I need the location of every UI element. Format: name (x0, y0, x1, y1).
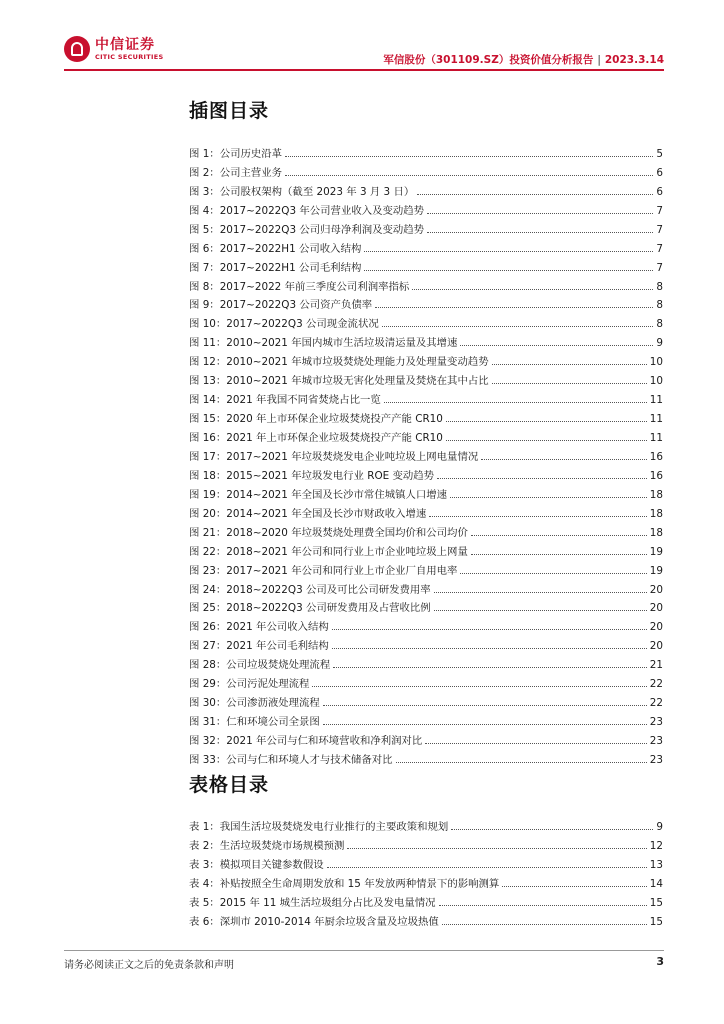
toc-entry-label[interactable]: 图 27：2021 年公司毛利结构 (189, 640, 329, 653)
figure-toc-row[interactable] (189, 236, 663, 255)
figure-toc-row[interactable] (189, 539, 663, 558)
toc-entry-label[interactable]: 图 24：2018~2022Q3 公司及可比公司研发费用率 (189, 583, 431, 596)
toc-entry-page[interactable]: 18 (649, 526, 663, 539)
toc-entry-page[interactable]: 11 (649, 432, 663, 444)
page-number: 3 (656, 955, 664, 968)
toc-entry-label[interactable]: 表 2：生活垃圾焚烧市场规模预测 (189, 839, 345, 852)
figure-toc-row[interactable] (189, 709, 663, 728)
toc-leader-dots (481, 459, 647, 460)
toc-entry-page[interactable]: 13 (649, 858, 663, 871)
footer-divider (64, 950, 664, 951)
toc-entry-label[interactable]: 图 14：2021 年我国不同省焚烧占比一览 (189, 394, 381, 407)
figure-toc-row[interactable] (189, 179, 663, 198)
toc-leader-dots (396, 762, 647, 763)
figure-toc-row[interactable] (189, 330, 663, 349)
toc-leader-dots (437, 478, 647, 479)
toc-entry-label[interactable]: 表 6：深圳市 2010-2014 年厨余垃圾含量及垃圾热值 (189, 915, 439, 928)
toc-leader-dots (442, 924, 647, 925)
figure-toc-row[interactable] (189, 368, 663, 387)
toc-entry-label[interactable]: 图 31：仁和环境公司全景图 (189, 716, 320, 729)
toc-leader-dots (492, 364, 647, 365)
toc-entry-label[interactable]: 图 28：公司垃圾焚烧处理流程 (189, 659, 331, 672)
toc-leader-dots (375, 307, 653, 308)
figure-toc-row[interactable] (189, 577, 663, 596)
toc-entry-label[interactable]: 图 11：2010~2021 年国内城市生活垃圾清运量及其增速 (189, 337, 458, 350)
toc-entry-page[interactable]: 10 (649, 375, 663, 388)
figure-toc-row[interactable] (189, 633, 663, 652)
toc-leader-dots (429, 516, 646, 517)
toc-entry-page[interactable]: 8 (656, 299, 663, 312)
toc-leader-dots (502, 886, 646, 887)
toc-entry-label[interactable]: 图 23：2017~2021 年公司和同行业上市企业厂自用电率 (189, 564, 458, 577)
toc-entry-page[interactable]: 7 (656, 223, 663, 236)
toc-leader-dots (327, 867, 647, 868)
toc-entry-label[interactable]: 图 33：公司与仁和环境人才与技术储备对比 (189, 753, 393, 766)
toc-entry-page[interactable]: 19 (649, 545, 663, 558)
toc-entry-page[interactable]: 16 (649, 450, 663, 463)
toc-entry-page[interactable]: 8 (656, 280, 663, 293)
figure-toc-row[interactable] (189, 747, 663, 766)
toc-leader-dots (285, 175, 653, 176)
table-toc-row[interactable] (189, 852, 663, 871)
toc-entry-label[interactable]: 图 5：2017~2022Q3 公司归母净利润及变动趋势 (189, 223, 425, 236)
toc-entry-label[interactable]: 图 18：2015~2021 年垃圾发电行业 ROE 变动趋势 (189, 469, 435, 482)
toc-leader-dots (384, 402, 647, 403)
toc-entry-page[interactable]: 5 (656, 147, 663, 160)
toc-entry-page[interactable]: 20 (649, 602, 663, 615)
figure-toc-row[interactable] (189, 482, 663, 501)
toc-entry-page[interactable]: 23 (649, 716, 663, 729)
logo-english-name: CITIC SECURITIES (95, 52, 164, 61)
toc-entry-label[interactable]: 图 13：2010~2021 年城市垃圾无害化处理量及焚烧在其中占比 (189, 375, 489, 388)
toc-leader-dots (347, 848, 646, 849)
figure-toc-row[interactable] (189, 614, 663, 633)
tables-toc-list (189, 814, 663, 928)
toc-entry-page[interactable]: 11 (649, 394, 663, 407)
toc-entry-page[interactable]: 20 (649, 583, 663, 596)
figure-toc-row[interactable] (189, 160, 663, 179)
toc-entry-label[interactable]: 图 15：2020 年上市环保企业垃圾焚烧投产产能 CR10 (189, 413, 443, 426)
toc-entry-page[interactable]: 21 (649, 659, 663, 672)
toc-entry-page[interactable]: 20 (649, 640, 663, 653)
toc-entry-label[interactable]: 表 3：模拟项目关键参数假设 (189, 858, 324, 871)
toc-entry-page[interactable]: 18 (649, 507, 663, 520)
toc-entry-page[interactable]: 9 (656, 820, 663, 833)
toc-leader-dots (471, 535, 647, 536)
toc-entry-page[interactable]: 10 (649, 356, 663, 369)
toc-leader-dots (450, 497, 647, 498)
toc-entry-page[interactable]: 11 (649, 413, 663, 426)
table-toc-row[interactable] (189, 814, 663, 833)
figure-toc-row[interactable] (189, 558, 663, 577)
figure-toc-row[interactable] (189, 444, 663, 463)
toc-leader-dots (312, 686, 646, 687)
toc-leader-dots (471, 554, 647, 555)
toc-leader-dots (333, 667, 647, 668)
toc-leader-dots (412, 289, 653, 290)
figure-toc-row[interactable] (189, 501, 663, 520)
toc-entry-label[interactable]: 图 6：2017~2022H1 公司收入结构 (189, 242, 362, 255)
figure-toc-row[interactable] (189, 349, 663, 368)
toc-leader-dots (434, 610, 647, 611)
header-divider (64, 69, 664, 71)
toc-entry-page[interactable]: 12 (649, 839, 663, 852)
table-toc-row[interactable] (189, 833, 663, 852)
figures-toc-list (189, 141, 663, 766)
toc-entry-label[interactable]: 图 9：2017~2022Q3 公司资产负债率 (189, 299, 373, 312)
toc-leader-dots (285, 156, 653, 157)
toc-entry-page[interactable]: 22 (649, 678, 663, 691)
toc-entry-label[interactable]: 图 4：2017~2022Q3 年公司营业收入及变动趋势 (189, 204, 425, 217)
figure-toc-row[interactable] (189, 728, 663, 747)
tables-toc-title: 表格目录 (189, 774, 270, 796)
figure-toc-row[interactable] (189, 671, 663, 690)
report-title (383, 52, 664, 67)
toc-entry-label[interactable]: 图 22：2018~2021 年公司和同行业上市企业吨垃圾上网量 (189, 545, 468, 558)
figure-toc-row[interactable] (189, 596, 663, 615)
toc-leader-dots (364, 251, 653, 252)
footer-disclaimer[interactable]: 请务必阅读正文之后的免责条款和声明 (64, 960, 234, 971)
toc-leader-dots (460, 573, 646, 574)
toc-leader-dots (451, 829, 653, 830)
report-name: 军信股份（301109.SZ）投资价值分析报告 (383, 54, 594, 66)
figure-toc-row[interactable] (189, 520, 663, 539)
toc-entry-label[interactable]: 图 12：2010~2021 年城市垃圾焚烧处理能力及处理量变动趋势 (189, 356, 489, 369)
toc-entry-page[interactable]: 16 (649, 469, 663, 482)
toc-entry-page[interactable]: 22 (649, 697, 663, 710)
figure-toc-row[interactable] (189, 274, 663, 293)
table-toc-row[interactable] (189, 890, 663, 909)
figure-toc-row[interactable] (189, 652, 663, 671)
toc-leader-dots (439, 905, 647, 906)
logo-chinese-name: 中信证券 (95, 36, 155, 53)
toc-entry-label[interactable]: 图 17：2017~2021 年垃圾焚烧发电企业吨垃圾上网电量情况 (189, 450, 479, 463)
toc-leader-dots (446, 440, 647, 441)
toc-entry-page[interactable]: 20 (649, 621, 663, 634)
toc-entry-label[interactable]: 图 3：公司股权架构（截至 2023 年 3 月 3 日） (189, 185, 415, 198)
toc-leader-dots (425, 743, 646, 744)
figures-toc-title: 插图目录 (189, 100, 270, 122)
toc-entry-label[interactable]: 图 21：2018~2020 年垃圾焚烧处理费全国均价和公司均价 (189, 526, 468, 539)
figure-toc-row[interactable] (189, 311, 663, 330)
toc-entry-label[interactable]: 图 1：公司历史沿革 (189, 147, 283, 160)
toc-entry-page[interactable]: 8 (656, 318, 663, 331)
toc-entry-page[interactable]: 14 (649, 877, 663, 890)
report-date: 2023.3.14 (604, 54, 664, 66)
toc-leader-dots (446, 421, 647, 422)
figure-toc-row[interactable] (189, 141, 663, 160)
toc-leader-dots (323, 724, 647, 725)
toc-entry-page[interactable]: 9 (656, 337, 663, 350)
table-toc-row[interactable] (189, 909, 663, 928)
toc-entry-label[interactable]: 表 4：补贴按照全生命周期发放和 15 年发放两种情景下的影响测算 (189, 877, 500, 890)
toc-entry-page[interactable]: 23 (649, 735, 663, 747)
toc-entry-label[interactable]: 图 32：2021 年公司与仁和环境营收和净利润对比 (189, 735, 423, 747)
toc-entry-label[interactable]: 图 19：2014~2021 年全国及长沙市常住城镇人口增速 (189, 488, 448, 501)
toc-entry-page[interactable]: 6 (656, 185, 663, 198)
toc-entry-page[interactable]: 7 (656, 242, 663, 255)
toc-entry-label[interactable]: 图 2：公司主营业务 (189, 166, 283, 179)
toc-leader-dots (332, 648, 647, 649)
toc-leader-dots (364, 270, 653, 271)
toc-leader-dots (417, 194, 653, 195)
toc-leader-dots (434, 592, 647, 593)
toc-entry-page[interactable]: 15 (649, 915, 663, 928)
toc-entry-label[interactable]: 表 1：我国生活垃圾焚烧发电行业推行的主要政策和规划 (189, 820, 449, 833)
toc-entry-label[interactable]: 图 29：公司污泥处理流程 (189, 678, 310, 691)
toc-entry-label[interactable]: 图 8：2017~2022 年前三季度公司利润率指标 (189, 280, 410, 293)
toc-leader-dots (427, 232, 653, 233)
toc-entry-page[interactable]: 19 (649, 564, 663, 577)
toc-leader-dots (427, 213, 653, 214)
toc-leader-dots (460, 345, 653, 346)
toc-leader-dots (332, 629, 647, 630)
toc-entry-page[interactable]: 23 (649, 753, 663, 766)
toc-entry-page[interactable]: 15 (649, 896, 663, 909)
figure-toc-row[interactable] (189, 690, 663, 709)
table-toc-row[interactable] (189, 871, 663, 890)
figure-toc-row[interactable] (189, 217, 663, 236)
toc-entry-page[interactable]: 6 (656, 166, 663, 179)
toc-entry-label[interactable]: 图 7：2017~2022H1 公司毛利结构 (189, 261, 362, 274)
figure-toc-row[interactable] (189, 425, 663, 444)
figure-toc-row[interactable] (189, 255, 663, 274)
figure-toc-row[interactable] (189, 293, 663, 312)
toc-entry-label[interactable]: 图 16：2021 年上市环保企业垃圾焚烧投产产能 CR10 (189, 432, 443, 444)
toc-leader-dots (382, 326, 654, 327)
toc-entry-page[interactable]: 7 (656, 261, 663, 274)
toc-entry-label[interactable]: 图 25：2018~2022Q3 公司研发费用及占营收比例 (189, 602, 431, 615)
citic-logo-icon (64, 36, 90, 62)
figure-toc-row[interactable] (189, 387, 663, 406)
citic-securities-logo (64, 36, 163, 62)
toc-entry-label[interactable]: 图 10：2017~2022Q3 公司现金流状况 (189, 318, 379, 331)
toc-entry-label[interactable]: 图 30：公司渗沥液处理流程 (189, 697, 320, 710)
toc-entry-page[interactable]: 7 (656, 204, 663, 217)
toc-leader-dots (492, 383, 647, 384)
toc-entry-page[interactable]: 18 (649, 488, 663, 501)
figure-toc-row[interactable] (189, 198, 663, 217)
toc-entry-label[interactable]: 图 26：2021 年公司收入结构 (189, 621, 329, 634)
title-separator: | (597, 54, 601, 66)
figure-toc-row[interactable] (189, 406, 663, 425)
toc-entry-label[interactable]: 表 5：2015 年 11 城生活垃圾组分占比及发电量情况 (189, 896, 436, 909)
toc-leader-dots (323, 705, 647, 706)
figure-toc-row[interactable] (189, 463, 663, 482)
toc-entry-label[interactable]: 图 20：2014~2021 年全国及长沙市财政收入增速 (189, 507, 427, 520)
